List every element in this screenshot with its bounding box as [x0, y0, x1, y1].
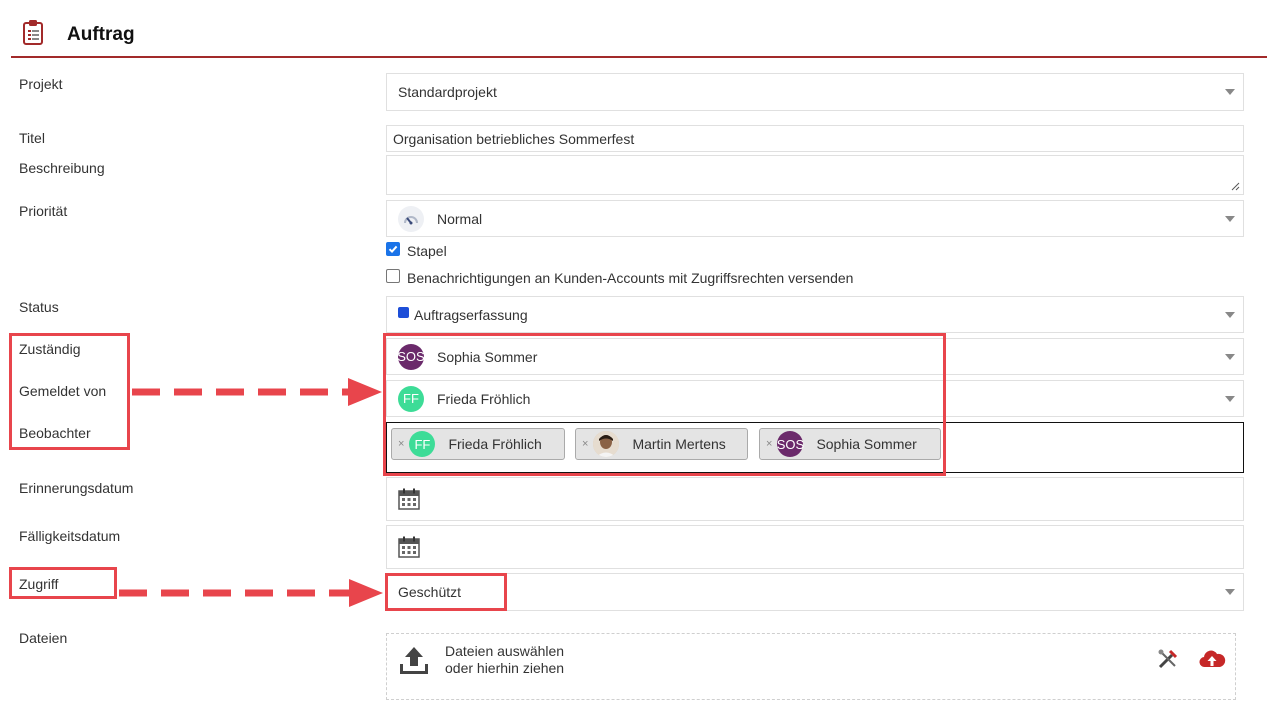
status-select[interactable] [386, 296, 1244, 333]
stapel-label: Stapel [407, 243, 447, 259]
benachrichtigung-checkbox[interactable] [386, 269, 400, 283]
cloud-upload-icon[interactable] [1198, 647, 1226, 671]
gauge-icon [398, 206, 424, 232]
chevron-down-icon [1225, 312, 1235, 318]
status-value: Auftragserfassung [414, 306, 528, 323]
resize-handle-icon[interactable] [1231, 182, 1240, 191]
header-divider [11, 56, 1267, 58]
upload-line-2: oder hierhin ziehen [445, 660, 565, 676]
label-prioritaet: Priorität [19, 203, 68, 219]
projekt-value: Standardprojekt [398, 84, 497, 100]
beschreibung-textarea[interactable] [386, 155, 1244, 195]
prioritaet-select[interactable] [386, 200, 1244, 237]
avatar: FF [398, 386, 424, 412]
label-zustaendig: Zuständig [19, 341, 81, 357]
label-beschreibung: Beschreibung [19, 160, 105, 176]
stapel-option[interactable] [386, 243, 447, 259]
avatar: FF [409, 431, 435, 457]
remove-tag-icon[interactable]: × [766, 438, 773, 450]
beobachter-name: Martin Mertens [632, 436, 726, 452]
remove-tag-icon[interactable]: × [582, 438, 589, 450]
annotation-arrow [130, 374, 384, 410]
upload-icon [398, 644, 430, 676]
label-gemeldet-von: Gemeldet von [19, 383, 107, 399]
annotation-box-fields [383, 333, 946, 476]
gemeldet-value: Frieda Fröhlich [437, 390, 531, 407]
annotation-box-zugriff-label [9, 567, 117, 599]
page-title: Auftrag [67, 24, 135, 45]
tools-icon[interactable] [1156, 647, 1180, 671]
beobachter-name: Sophia Sommer [816, 436, 917, 452]
chevron-down-icon [1225, 216, 1235, 222]
remove-tag-icon[interactable]: × [398, 438, 405, 450]
label-status: Status [19, 299, 59, 315]
zustaendig-value: Sophia Sommer [437, 348, 538, 365]
upload-line-1: Dateien auswählen [445, 643, 565, 659]
avatar: SOS [777, 431, 803, 457]
chevron-down-icon [1225, 354, 1235, 360]
calendar-icon[interactable] [398, 488, 420, 510]
beobachter-name: Frieda Fröhlich [448, 436, 542, 452]
status-color-square [398, 307, 409, 318]
zugriff-select[interactable] [386, 573, 1244, 611]
upload-instructions [445, 643, 564, 677]
annotation-box-labels [9, 333, 130, 450]
faelligkeitsdatum-input[interactable] [386, 525, 1244, 569]
avatar: SOS [398, 344, 424, 370]
titel-value: Organisation betriebliches Sommerfest [393, 130, 635, 147]
annotation-arrow [117, 575, 385, 611]
label-erinnerungsdatum: Erinnerungsdatum [19, 480, 134, 496]
stapel-checkbox[interactable] [386, 242, 400, 256]
label-titel: Titel [19, 130, 45, 146]
chevron-down-icon [1225, 396, 1235, 402]
zugriff-value: Geschützt [398, 584, 462, 600]
benachrichtigung-label: Benachrichtigungen an Kunden-Accounts mit Zugriffsrechten versenden [407, 270, 854, 286]
label-beobachter: Beobachter [19, 425, 91, 441]
file-dropzone[interactable] [386, 633, 1236, 700]
chevron-down-icon [1225, 89, 1235, 95]
label-zugriff: Zugriff [19, 576, 59, 592]
benachrichtigung-option[interactable] [386, 270, 853, 286]
label-projekt: Projekt [19, 76, 63, 92]
chevron-down-icon [1225, 589, 1235, 595]
clipboard-icon [22, 19, 44, 45]
calendar-icon[interactable] [398, 536, 420, 558]
prioritaet-value: Normal [437, 210, 483, 227]
titel-input[interactable] [386, 125, 1244, 152]
label-faelligkeitsdatum: Fälligkeitsdatum [19, 528, 121, 544]
label-dateien: Dateien [19, 630, 68, 646]
annotation-box-zugriff-value [385, 573, 507, 611]
erinnerungsdatum-input[interactable] [386, 477, 1244, 521]
projekt-select[interactable] [386, 73, 1244, 111]
